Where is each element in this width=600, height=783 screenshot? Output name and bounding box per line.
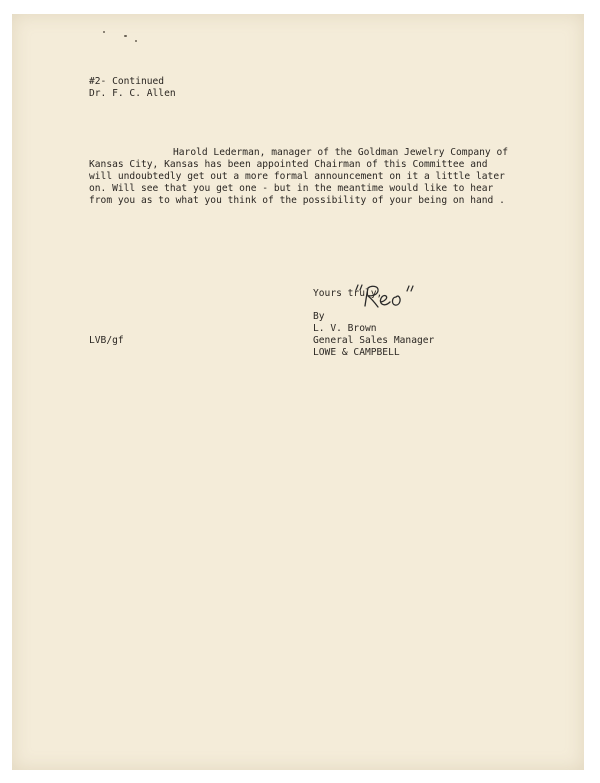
header-recipient: Dr. F. C. Allen xyxy=(89,88,176,99)
body-line-2: Kansas City, Kansas has been appointed Chairman of this Committee and xyxy=(89,159,488,170)
signer-title: General Sales Manager xyxy=(313,335,435,346)
header-continued: #2- Continued xyxy=(89,76,165,87)
closing-salutation: Yours truly, xyxy=(313,288,383,299)
paper-speck xyxy=(103,31,105,33)
handwritten-signature xyxy=(352,282,422,314)
closing-by: By xyxy=(313,311,325,322)
paper-speck xyxy=(124,35,127,37)
reference-initials: LVB/gf xyxy=(89,335,124,346)
body-line-1: Harold Lederman, manager of the Goldman Jewelry Company of xyxy=(173,147,509,158)
body-line-5: from you as to what you think of the possibility of your being on hand . xyxy=(89,195,505,206)
letter-page xyxy=(12,14,584,770)
paper-speck xyxy=(135,40,137,42)
body-line-4: on. Will see that you get one - but in the meantime would like to hear xyxy=(89,183,494,194)
signer-name: L. V. Brown xyxy=(313,323,377,334)
signer-company: LOWE & CAMPBELL xyxy=(313,347,400,358)
body-line-3: will undoubtedly get out a more formal announcement on it a little later xyxy=(89,171,505,182)
signature-drawing xyxy=(352,282,422,314)
